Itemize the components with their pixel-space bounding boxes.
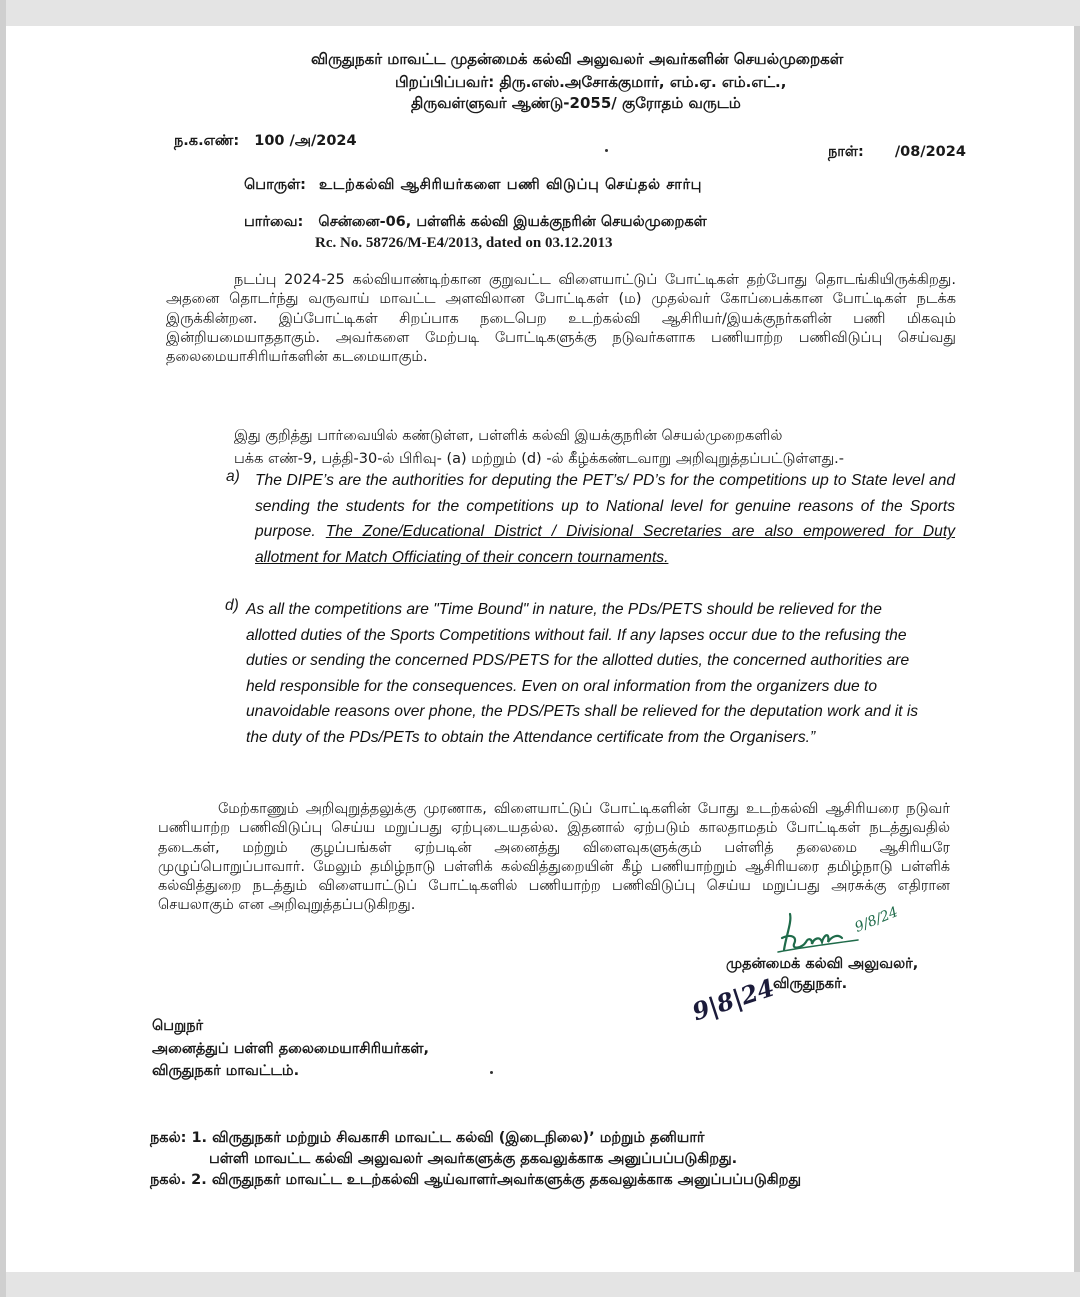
speck	[605, 149, 608, 152]
clause-a-underlined: The Zone/Educational District / Divisional Secretaries are also empowered for Duty allotment for Match Officiating of their concern tournaments.	[255, 523, 955, 566]
body-paragraph-3: மேற்காணும் அறிவுறுத்தலுக்கு முரணாக, விளையாட்டுப் போட்டிகளின் போது உடற்கல்வி ஆசிரியரை நடுவர் பணியாற்ற பணிவிடுப்பு செய்ய மறுப்பது ஏற்புடையதல்ல. இதனால் ஏற்படும் காலதாமதம் போட்டிகள் நடத்துவதில் தடைகள், மற்றும் குழப்பங்கள் ஏற்படின் அனைத்து விளைவுகளுக்கும் பள்ளித் தலைமை ஆசிரியரே முழுப்பொறுப்பாவார். மேலும் தமிழ்நாடு பள்ளிக் கல்வித்துறையின் கீழ் பணியாற்றும் ஆசிரியரை தமிழ்நாடு பள்ளிக் கல்வித்துறை நடத்தும் விளையாட்டுப் போட்டிகளில் பணியாற்ற பணிவிடுப்பு செய்ய மறுப்பது அரசுக்கு எதிரான செயலாகும் என அறிவுறுத்தப்படுகிறது.	[158, 801, 950, 914]
speck	[490, 1071, 493, 1074]
ref-date-value: /08/2024	[894, 144, 966, 160]
subject-text: உடற்கல்வி ஆசிரியர்களை பணி விடுப்பு செய்தல் சார்பு	[319, 177, 703, 193]
subject-label: பொருள்:	[244, 177, 306, 193]
clause-a-label: a)	[226, 468, 240, 485]
ref-number-label: ந.க.எண்:	[174, 133, 240, 149]
clause-a	[255, 468, 955, 570]
copy-1-line1: நகல்: 1. விருதுநகர் மற்றும் சிவகாசி மாவட்ட கல்வி (இடைநிலை)’ மற்றும் தனியார்	[150, 1130, 705, 1146]
ref-number-value: 100 /அ/2024	[254, 133, 357, 149]
clause-d-text: As all the competitions are "Time Bound" in nature, the PDs/PETS should be relieved for the allotted duties of the Sports Competitions without fail. If any lapses occur due to the refusing the duties or sending the concerned PDS/PETS for the allotted duties, the concerned authorities are held responsible for the consequences. Even on oral information from the organizers due to unavoidable reasons over phone, the PDS/PETs shall be relieved for the deputation work and it is the duty of the PDs/PETs to obtain the Attendance certificate from the Organisers.”	[246, 601, 919, 746]
reference-letter-label: பார்வை:	[244, 214, 304, 230]
scan-bottom-edge	[6, 1272, 1080, 1297]
reference-letter-line1	[244, 213, 707, 231]
issued-by: பிறப்பிப்பவர்: திரு.எஸ்.அசோக்குமார், எம்.ஏ. எம்.எட்.,	[395, 73, 787, 91]
signature-date-initial: 9/8/24	[852, 904, 901, 936]
ref-date	[828, 143, 966, 161]
body-paragraph-1: நடப்பு 2024-25 கல்வியாண்டிற்கான குறுவட்ட விளையாட்டுப் போட்டிகள் தற்போது தொடங்கியிருக்கிறது. அதனை தொடர்ந்து வருவாய் மாவட்ட அளவிலான போட்டிகள் (ம) முதல்வர் கோப்பைக்கான போட்டிகள் நடக்க இருக்கின்றன. இப்போட்டிகள் சிறப்பாக நடைபெற உடற்கல்வி ஆசிரியர்/இயக்குநர்களின் பணி மிகவும் இன்றியமையாததாகும். அவர்களை மேற்படி போட்டிகளுக்கு நடுவர்களாக பணியாற்ற பணிவிடுப்பு செய்வது தலைமையாசிரியர்களின் கடமையாகும்.	[166, 272, 956, 366]
reference-letter-text: சென்னை-06, பள்ளிக் கல்வி இயக்குநரின் செயல்முறைகள்	[318, 214, 707, 230]
clause-d-label: d)	[225, 597, 239, 614]
copy-2: நகல். 2. விருதுநகர் மாவட்ட உடற்கல்வி ஆய்வாளர்அவர்களுக்கு தகவலுக்காக அனுப்பப்படுகிறது	[150, 1172, 802, 1188]
handwritten-date: 9|8|24	[688, 972, 778, 1027]
clause-a-text: The DIPE’s are the authorities for deputing the PET’s/ PD’s for the competitions up to State level and sending the students for the competitions up to National level for genuine reasons of the Sports purpose.	[255, 472, 955, 540]
body-paragraph-2-line2: பக்க எண்-9, பத்தி-30-ல் பிரிவு- (a) மற்றும் (d) -ல் கீழ்க்கண்டவாறு அறிவுறுத்தப்பட்டுள்ளது.-	[234, 451, 844, 467]
recipient-line2: விருதுநகர் மாவட்டம்.	[152, 1063, 300, 1079]
body-paragraph-2-line1: இது குறித்து பார்வையில் கண்டுள்ள, பள்ளிக் கல்வி இயக்குநரின் செயல்முறைகளில்	[234, 428, 783, 444]
subject-line	[244, 176, 702, 194]
office-title: விருதுநகர் மாவட்ட முதன்மைக் கல்வி அலுவலர் அவர்களின் செயல்முறைகள்	[311, 50, 844, 68]
ref-number	[174, 132, 357, 150]
recipient-line1: அனைத்துப் பள்ளி தலைமையாசிரியர்கள்,	[152, 1041, 429, 1057]
year-line: திருவள்ளுவர் ஆண்டு-2055/ குரோதம் வருடம்	[411, 94, 741, 112]
ref-date-label: நாள்:	[828, 144, 864, 160]
scan-top-edge	[6, 0, 1080, 26]
signatory-designation: முதன்மைக் கல்வி அலுவலர்,	[726, 956, 919, 972]
copy-1-line2: பள்ளி மாவட்ட கல்வி அலுவலர் அவர்களுக்கு தகவலுக்காக அனுப்பப்படுகிறது.	[209, 1151, 738, 1167]
recipient-label: பெறுநர்	[152, 1018, 204, 1034]
signatory-place: விருதுநகர்.	[773, 976, 848, 992]
reference-letter-rc: Rc. No. 58726/M-E4/2013, dated on 03.12.2013	[315, 235, 613, 251]
